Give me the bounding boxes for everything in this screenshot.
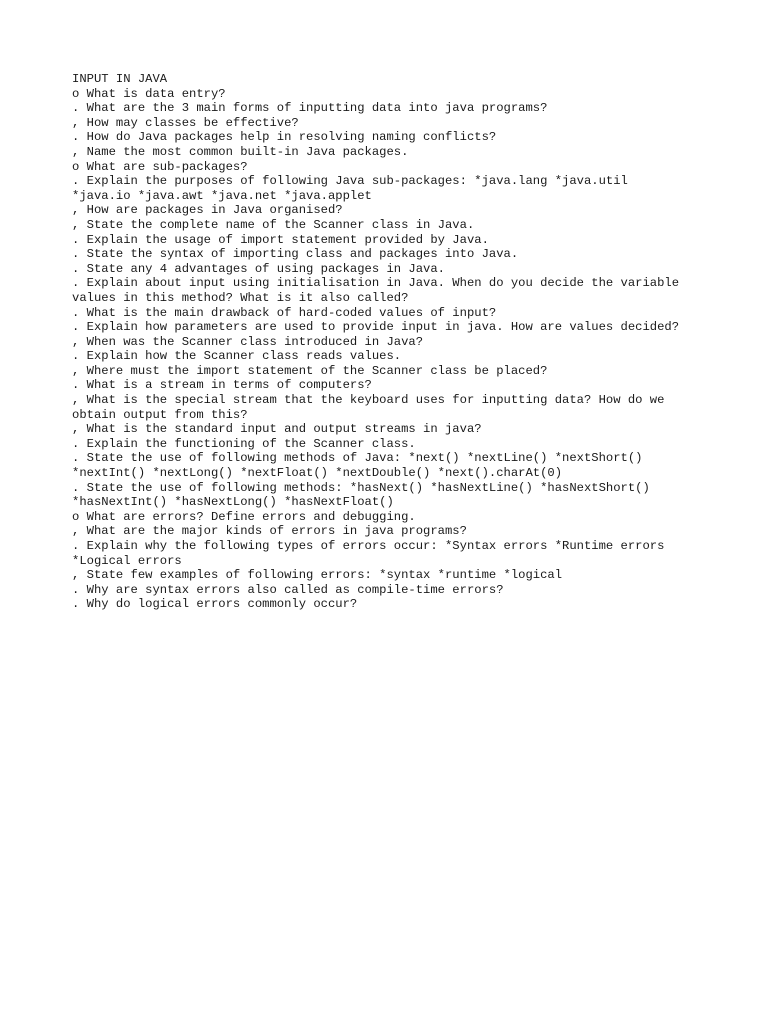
- question-line: . Explain how the Scanner class reads values.: [72, 349, 402, 364]
- question-line: obtain output from this?: [72, 407, 248, 422]
- question-line: , When was the Scanner class introduced in Java?: [72, 334, 424, 349]
- question-line: . State the use of following methods of Java: *next() *nextLine() *nextShort(): [72, 451, 643, 466]
- question-line: . Why do logical errors commonly occur?: [72, 597, 358, 612]
- question-line: . What are the 3 main forms of inputting data into java programs?: [72, 101, 548, 116]
- question-line: . Explain the purposes of following Java sub-packages: *java.lang *java.util: [72, 174, 628, 189]
- question-line: , Where must the import statement of the Scanner class be placed?: [72, 363, 548, 378]
- question-line: . Explain the usage of import statement provided by Java.: [72, 232, 489, 247]
- question-line: , What is the standard input and output streams in java?: [72, 422, 482, 437]
- question-line: . How do Java packages help in resolving naming conflicts?: [72, 130, 497, 145]
- question-line: . Explain the functioning of the Scanner class.: [72, 436, 416, 451]
- question-line: *nextInt() *nextLong() *nextFloat() *nextDouble() *next().charAt(0): [72, 466, 563, 481]
- question-line: , How are packages in Java organised?: [72, 203, 343, 218]
- question-line: values in this method? What is it also called?: [72, 290, 409, 305]
- document-title: INPUT IN JAVA: [72, 72, 168, 86]
- question-line: , State the complete name of the Scanner class in Java.: [72, 217, 475, 232]
- question-line: . State the syntax of importing class and packages into Java.: [72, 247, 519, 262]
- document-page: [72, 72, 712, 612]
- question-line: , What is the special stream that the keyboard uses for inputting data? How do we: [72, 393, 665, 408]
- question-line: . Explain how parameters are used to provide input in java. How are values decided?: [72, 320, 680, 335]
- question-line: . Explain why the following types of errors occur: *Syntax errors *Runtime errors: [72, 539, 665, 553]
- question-line: o What are errors? Define errors and debugging.: [72, 509, 416, 524]
- question-line: o What is data entry?: [72, 86, 226, 101]
- question-line: . What is the main drawback of hard-coded values of input?: [72, 305, 497, 320]
- question-line: . State any 4 advantages of using packages in Java.: [72, 261, 445, 276]
- question-line: . Why are syntax errors also called as compile-time errors?: [72, 582, 504, 597]
- question-line: *hasNextInt() *hasNextLong() *hasNextFloat(): [72, 495, 394, 510]
- question-line: , State few examples of following errors: *syntax *runtime *logical: [72, 568, 563, 583]
- question-line: o What are sub-packages?: [72, 159, 248, 174]
- question-line: *java.io *java.awt *java.net *java.applet: [72, 188, 372, 203]
- question-line: , What are the major kinds of errors in java programs?: [72, 524, 467, 539]
- question-line: , How may classes be effective?: [72, 115, 299, 130]
- question-line: *Logical errors: [72, 553, 182, 568]
- question-line: , Name the most common built-in Java packages.: [72, 144, 409, 159]
- question-line: . What is a stream in terms of computers?: [72, 378, 372, 393]
- question-line: . State the use of following methods: *hasNext() *hasNextLine() *hasNextShort(): [72, 480, 650, 495]
- question-line: . Explain about input using initialisation in Java. When do you decide the variable: [72, 276, 680, 291]
